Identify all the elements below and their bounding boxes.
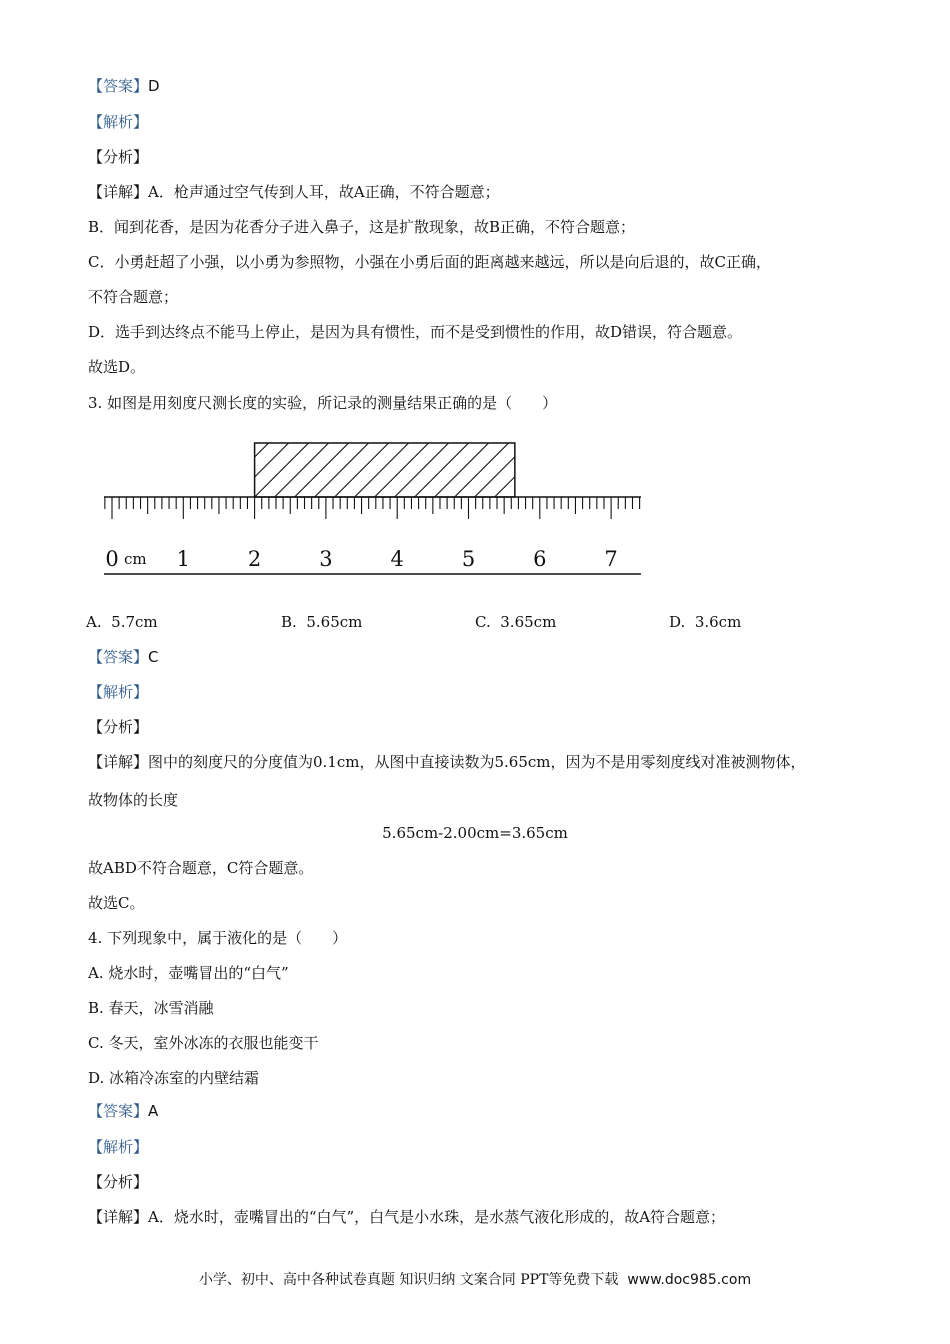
question-3: 3. 如图是用刻度尺测长度的实验，所记录的测量结果正确的是（ ）	[88, 394, 558, 412]
option-text: 5.65cm	[306, 613, 363, 631]
detail-line: C．小勇赶超了小强，以小勇为参照物，小强在小勇后面的距离越来越远，所以是向后退的，故C正确，	[88, 253, 771, 271]
ruler-label: 3	[319, 547, 333, 571]
option-letter: A.	[86, 613, 102, 631]
detail-text: A．烧水时，壶嘴冒出的“白气”，白气是小水珠，是水蒸气液化形成的，故A符合题意；	[148, 1208, 726, 1226]
ruler-label: 2	[247, 547, 262, 571]
answer-value: D	[148, 77, 160, 95]
hatch-line	[515, 443, 569, 497]
detail-tag: 【详解】	[88, 183, 149, 201]
option-a: A. 烧水时，壶嘴冒出的“白气”	[88, 964, 289, 982]
detail-line: 故ABD不符合题意，C符合题意。	[88, 859, 314, 877]
measured-object	[195, 443, 629, 497]
option-b	[281, 612, 362, 632]
option-b: B. 春天，冰雪消融	[88, 999, 214, 1017]
answer-tag: 【答案】	[88, 77, 149, 95]
q3-answer-line	[88, 647, 159, 667]
option-d	[669, 612, 741, 632]
answer-value: A	[148, 1102, 159, 1120]
analysis-tag: 【解析】	[88, 683, 149, 701]
detail-line: 故物体的长度	[88, 791, 179, 809]
detail-line	[88, 182, 500, 202]
detail-line: 不符合题意；	[88, 288, 179, 306]
hatch-line	[215, 443, 269, 497]
option-letter: C.	[475, 613, 491, 631]
answer-tag: 【答案】	[88, 648, 149, 666]
footer-site-link[interactable]: www.doc985.com	[627, 1272, 752, 1288]
option-letter: B.	[281, 613, 297, 631]
option-letter: D.	[669, 613, 686, 631]
ruler-label: 1	[176, 547, 190, 571]
fenxi-tag: 【分析】	[88, 718, 149, 736]
ruler-labels	[105, 547, 617, 571]
hatch-line	[275, 443, 329, 497]
option-a	[86, 612, 158, 632]
question-4: 4. 下列现象中，属于液化的是（ ）	[88, 929, 348, 947]
detail-text: 图中的刻度尺的分度值为0.1cm，从图中直接读数为5.65cm，因为不是用零刻度线对准被测物体，	[148, 753, 806, 771]
hatch-line	[395, 443, 449, 497]
answer-value: C	[148, 648, 159, 666]
fenxi-tag: 【分析】	[88, 148, 149, 166]
option-d: D. 冰箱冷冻室的内壁结霜	[88, 1069, 260, 1087]
detail-line: D．选手到达终点不能马上停止，是因为具有惯性，而不是受到惯性的作用，故D错误，符合题意。	[88, 323, 743, 341]
ruler-label: 4	[390, 547, 404, 571]
option-text: 3.65cm	[500, 613, 557, 631]
hatch-line	[195, 443, 249, 497]
hatch-line	[355, 443, 409, 497]
footer	[0, 1269, 950, 1289]
hatch-line	[535, 443, 589, 497]
analysis-tag: 【解析】	[88, 113, 149, 131]
hatch-line	[455, 443, 509, 497]
analysis-tag: 【解析】	[88, 1138, 149, 1156]
detail-line: B．闻到花香，是因为花香分子进入鼻子，这是扩散现象，故B正确，不符合题意；	[88, 218, 636, 236]
ruler-label: 0	[105, 547, 119, 571]
hatch-line	[235, 443, 289, 497]
ruler-label: 7	[604, 547, 618, 571]
hatch-line	[295, 443, 349, 497]
hatch-line	[555, 443, 609, 497]
detail-text: A．枪声通过空气传到人耳，故A正确，不符合题意；	[148, 183, 500, 201]
hatch-line	[475, 443, 529, 497]
detail-tag: 【详解】	[88, 753, 149, 771]
hatch-line	[315, 443, 369, 497]
option-c: C. 冬天，室外冰冻的衣服也能变干	[88, 1034, 319, 1052]
hatch-line	[335, 443, 389, 497]
option-c	[475, 612, 556, 632]
ruler-ticks	[105, 497, 640, 519]
ruler-figure	[100, 438, 645, 580]
formula: 5.65cm-2.00cm=3.65cm	[382, 824, 568, 842]
hatch-line	[575, 443, 629, 497]
answer-tag: 【答案】	[88, 1102, 149, 1120]
detail-line	[88, 1207, 725, 1227]
option-text: 5.7cm	[111, 613, 158, 631]
hatch-line	[435, 443, 489, 497]
option-text: 3.6cm	[694, 613, 742, 631]
conclusion-line: 故选C。	[88, 894, 145, 912]
hatch-line	[375, 443, 429, 497]
conclusion-line: 故选D。	[88, 358, 146, 376]
q2-answer-line	[88, 76, 160, 96]
ruler-unit: cm	[124, 550, 147, 568]
ruler-label: 5	[461, 547, 476, 571]
ruler-label: 6	[533, 547, 547, 571]
footer-text: 小学、初中、高中各种试卷真题 知识归纳 文案合同 PPT等免费下载	[198, 1272, 619, 1288]
detail-tag: 【详解】	[88, 1208, 149, 1226]
fenxi-tag: 【分析】	[88, 1173, 149, 1191]
hatch-line	[415, 443, 469, 497]
hatch-line	[495, 443, 549, 497]
q4-answer-line	[88, 1101, 158, 1121]
hatch-line	[255, 443, 309, 497]
detail-line	[88, 752, 806, 772]
